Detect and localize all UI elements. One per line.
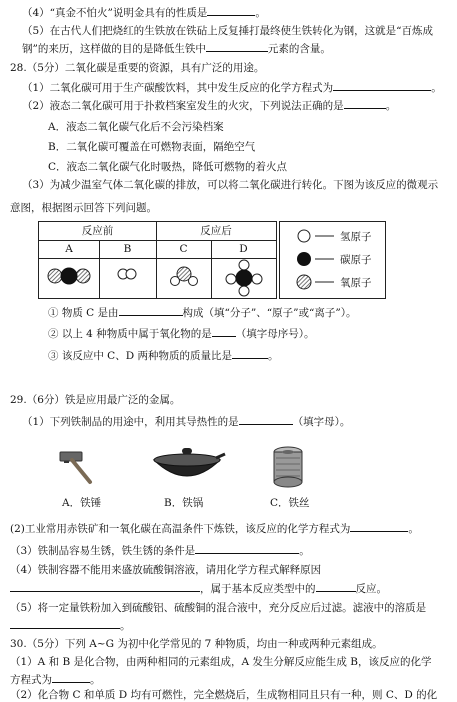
- q28-title: 28.（5分）二氧化碳是重要的资源，具有广泛的用途。: [10, 62, 265, 74]
- molecule-d-icon: [215, 258, 273, 298]
- caption-a: A．铁锤: [62, 497, 102, 509]
- label-a: A: [65, 243, 73, 255]
- q28-3-item1: ① 物质 C 是由 构成（填“分子”、“原子”或“离子”）。: [48, 307, 357, 319]
- answer-blank[interactable]: [333, 80, 431, 91]
- legend-oxygen: 氧原子: [280, 272, 385, 292]
- q27-4-line: （4）“真金不怕火”说明金具有的性质是 。: [22, 7, 266, 19]
- answer-blank[interactable]: [350, 521, 408, 532]
- q28-1-line: （1）二氧化碳可用于生产碳酸饮料，其中发生反应的化学方程式为 。: [22, 82, 442, 94]
- reaction-table: [38, 221, 277, 299]
- label-d: D: [239, 243, 248, 255]
- q30-1-line2: 方程式为 。: [10, 674, 101, 686]
- answer-blank[interactable]: [10, 618, 120, 629]
- hammer-icon: [56, 446, 98, 486]
- answer-blank[interactable]: [232, 348, 268, 359]
- iron-wire-coil-icon: [270, 446, 306, 490]
- q27-4-text: （4）“真金不怕火”说明金具有的性质是: [22, 7, 208, 19]
- molecule-b-icon: [105, 260, 151, 296]
- q29-5-line2: 。: [10, 618, 451, 633]
- legend-hydrogen: 氢原子: [280, 226, 385, 246]
- answer-blank[interactable]: [316, 581, 356, 592]
- q29-3-line: （3）铁制品容易生锈，铁生锈的条件是 。: [10, 545, 310, 557]
- q29-2-line: (2)工业常用赤铁矿和一氧化碳在高温条件下炼铁，该反应的化学方程式为 。: [10, 523, 419, 535]
- label-b: B: [123, 243, 132, 255]
- q27-5-line: （5）在古代人们把烧红的生铁放在铁砧上反复捶打最终使生铁转化为钢，这就是“百炼成: [22, 25, 434, 37]
- option-a: A．液态二氧化碳气化后不会污染档案: [48, 121, 224, 133]
- q30-1-line: （1）A 和 B 是化合物，由两种相同的元素组成，A 发生分解反应能生成 B，该反应的化学: [10, 656, 432, 668]
- atom-legend: [279, 221, 386, 299]
- answer-blank[interactable]: [206, 41, 268, 52]
- q28-3-item2: ② 以上 4 种物质中属于氧化物的是 （填字母序号）。: [48, 328, 315, 340]
- caption-c: C．铁丝: [270, 497, 310, 509]
- answer-blank[interactable]: [10, 581, 200, 592]
- answer-blank[interactable]: [119, 305, 183, 316]
- legend-carbon: 碳原子: [280, 249, 385, 269]
- option-c: C．液态二氧化碳气化时吸热，降低可燃物的着火点: [48, 161, 288, 173]
- oxygen-atom-icon: [294, 273, 338, 291]
- q27-5-line2: 钢”的来历，这样做的目的是降低生铁中 元素的含量。: [22, 43, 331, 55]
- answer-blank[interactable]: [212, 326, 236, 337]
- wok-icon: [148, 444, 226, 490]
- q28-2-line: （2）液态二氧化碳可用于扑救档案室发生的火灾，下列说法正确的是 。: [22, 100, 397, 112]
- answer-blank[interactable]: [239, 414, 293, 425]
- answer-blank[interactable]: [207, 5, 255, 16]
- q29-4-line2: ，属于基本反应类型中的 反应。: [10, 581, 451, 596]
- answer-blank[interactable]: [344, 98, 386, 109]
- label-c: C: [179, 243, 188, 255]
- q29-4-line: （4）铁制容器不能用来盛放硫酸铜溶液，请用化学方程式解释原因: [10, 564, 322, 576]
- before-header: 反应前: [39, 222, 156, 241]
- q28-3-line: （3）为减少温室气体二氧化碳的排放，可以将二氧化碳进行转化。下图为该反应的微观示: [22, 179, 439, 191]
- answer-blank[interactable]: [52, 672, 90, 683]
- molecule-c-icon: [161, 260, 207, 296]
- molecule-a-icon: [43, 260, 97, 296]
- q29-title: 29.（6分）铁是应用最广泛的金属。: [10, 394, 181, 406]
- hydrogen-atom-icon: [294, 227, 338, 245]
- q28-3-item3: ③ 该反应中 C、D 两种物质的质量比是 。: [48, 350, 279, 362]
- q29-5-line: （5）将一定量铁粉加入到硫酸铝、硫酸铜的混合液中，充分反应后过滤。滤液中的溶质是: [10, 602, 427, 614]
- carbon-atom-icon: [294, 250, 338, 268]
- after-header: 反应后: [156, 222, 276, 241]
- answer-blank[interactable]: [195, 543, 299, 554]
- q30-title: 30.（5分）下列 A~G 为初中化学常见的 7 种物质，均由一种或两种元素组成。: [10, 638, 383, 650]
- q28-3-line2: 意图，根据图示回答下列问题。: [10, 202, 157, 214]
- q30-2-line: （2）化合物 C 和单质 D 均有可燃性，完全燃烧后，生成物相同且只有一种，则 C、D 的化: [10, 689, 438, 701]
- option-b: B．二氧化碳可覆盖在可燃物表面，隔绝空气: [48, 141, 256, 153]
- q29-1-line: （1）下列铁制品的用途中，利用其导热性的是 （填字母）。: [22, 416, 351, 428]
- caption-b: B．铁锅: [164, 497, 204, 509]
